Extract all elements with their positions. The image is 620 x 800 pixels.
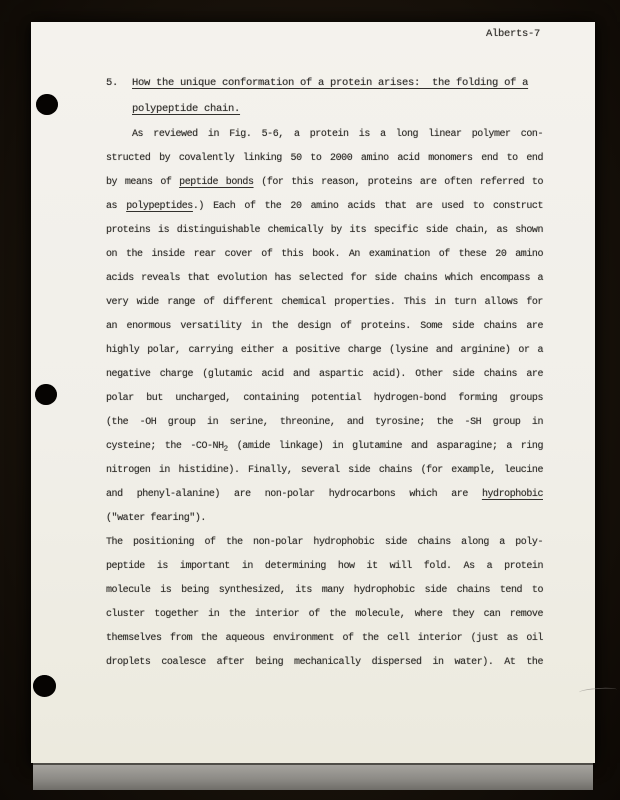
hole-punch-bottom [33,675,56,697]
document-page [31,22,595,763]
text-line: highly polar, carrying either a positive charge (lysine and arginine) or a [106,345,543,356]
text-line: molecule is being synthesized, its many hydrophobic side chains tend to [106,585,543,596]
hole-punch-middle [35,384,57,405]
text-line: proteins is distinguishable chemically by its specific side chain, as shown [106,225,543,236]
text-line: polar but uncharged, containing potential hydrogen-bond forming groups [106,393,543,404]
pencil-mark [579,687,617,696]
text-line: nitrogen in histidine). Finally, several side chains (for example, leucine [106,465,543,476]
paragraph-1 [106,123,543,531]
section-heading-text [132,70,551,122]
text-line: As reviewed in Fig. 5-6, a protein is a long linear polymer con- [132,129,543,140]
paragraph-2 [106,531,543,675]
text-line: negative charge (glutamic acid and aspartic acid). Other side chains are [106,369,543,380]
text-line: themselves from the aqueous environment of the cell interior (just as oil [106,633,543,644]
paper-stack-edge [33,763,593,790]
text-line: cluster together in the interior of the molecule, where they can remove [106,609,543,620]
text-line: acids reveals that evolution has selected for side chains which encompass a [106,273,543,284]
page-header-label: Alberts-7 [485,28,540,40]
text-line: How the unique conformation of a protein arises: the folding of a [132,77,529,89]
text-line: by means of peptide bonds (for this reason, proteins are often referred to [106,177,543,188]
text-line: droplets coalesce after being mechanically dispersed in water). At the [106,657,543,668]
hole-punch-top [36,94,58,115]
text-line: (the -OH group in serine, threonine, and tyrosine; the -SH group in [106,417,543,428]
text-line: ("water fearing"). [106,513,206,524]
text-line: polypeptide chain. [132,103,241,115]
text-line: The positioning of the non-polar hydrophobic side chains along a poly- [106,537,543,548]
document-body-text [106,123,543,675]
text-line: peptide is important in determining how it will fold. As a protein [106,561,543,572]
text-line: on the inside rear cover of this book. An examination of these 20 amino [106,249,543,260]
section-heading [106,70,551,122]
text-line: as polypeptides.) Each of the 20 amino acids that are used to construct [106,201,544,212]
text-line: an enormous versatility in the design of proteins. Some side chains are [106,321,543,332]
text-line: cysteine; the $-CO-NH_2$ (amide linkage) in glutamine and asparagine; a ring [106,441,543,454]
text-line: very wide range of different chemical properties. This in turn allows for [106,297,543,308]
text-line: and phenyl-alanine) are non-polar hydrocarbons which are hydrophobic [106,489,543,500]
text-line: structed by covalently linking 50 to 2000 amino acid monomers end to end [106,153,543,164]
section-number: 5. [106,77,119,89]
